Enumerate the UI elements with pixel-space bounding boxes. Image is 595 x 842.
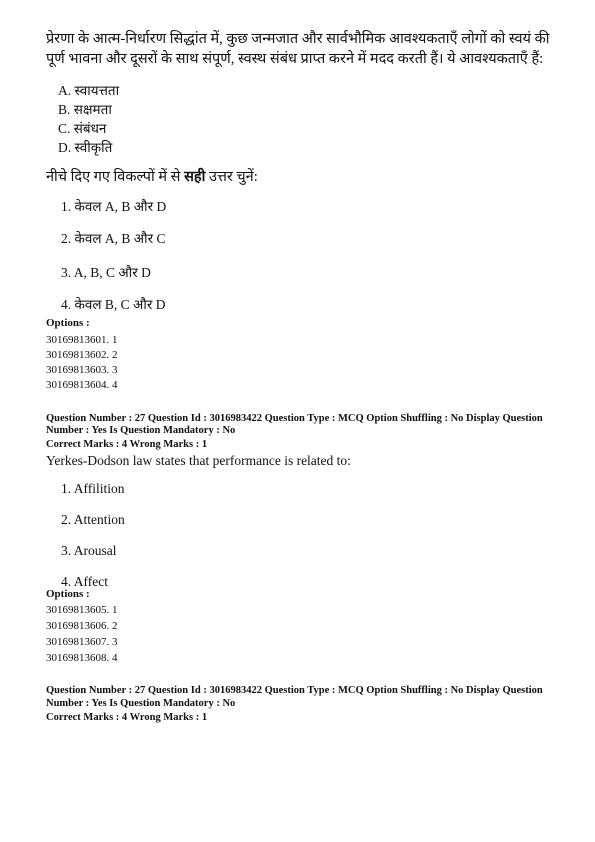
q1-choice-3: 3. A, B, C और D: [61, 265, 151, 280]
q2-meta-line-1: Question Number : 27 Question Id : 3016983422 Question Type : MCQ Option Shuffling : No Display Question: [46, 413, 543, 424]
instruction-bold: सही: [184, 169, 206, 185]
q2-meta-line-2: Number : Yes Is Question Mandatory : No: [46, 425, 236, 436]
q1-option-id-4: 30169813604. 4: [46, 379, 118, 391]
statement-c: C. संबंधन: [58, 121, 107, 136]
q1-option-id-3: 30169813603. 3: [46, 364, 118, 376]
question-1-text: प्रेरणा के आत्म-निर्धारण सिद्धांत में, कुछ जन्मजात और सार्वभौमिक आवश्यकताएँ लोगों को स्वयं की पूर्ण भावना और दूसरों के साथ संपूर्ण, स्वस्थ संबंध प्राप्त करने में मदद करती हैं। ये आवश्यकताएँ हैं:: [46, 31, 550, 67]
q1-choice-4: 4. केवल B, C और D: [61, 297, 166, 312]
statement-d: D. स्वीकृति: [58, 140, 113, 155]
q1-option-id-1: 30169813601. 1: [46, 334, 118, 346]
q2-choice-2: 2. Attention: [61, 512, 125, 527]
q2-option-id-1: 30169813605. 1: [46, 604, 118, 616]
q3-meta-line-1: Question Number : 27 Question Id : 3016983422 Question Type : MCQ Option Shuffling : No Display Question: [46, 685, 543, 696]
q2-option-id-4: 30169813608. 4: [46, 652, 118, 664]
q1-choice-1: 1. केवल A, B और D: [61, 199, 167, 214]
q2-choice-4: 4. Affect: [61, 574, 108, 589]
statement-a: A. स्वायत्तता: [58, 83, 120, 98]
q2-option-id-3: 30169813607. 3: [46, 636, 118, 648]
q3-meta-line-3: Correct Marks : 4 Wrong Marks : 1: [46, 712, 208, 723]
q1-option-id-2: 30169813602. 2: [46, 349, 118, 361]
instruction-pre: नीचे दिए गए विकल्पों में से: [46, 169, 185, 185]
instruction-post: उत्तर चुनें:: [205, 169, 258, 185]
q2-option-id-2: 30169813606. 2: [46, 620, 118, 632]
statement-b: B. सक्षमता: [58, 102, 112, 117]
q2-meta-line-3: Correct Marks : 4 Wrong Marks : 1: [46, 439, 208, 450]
question-1-instruction: [46, 166, 258, 186]
q2-choice-1: 1. Affilition: [61, 481, 125, 496]
q2-options-label: Options :: [46, 588, 90, 600]
q3-meta-line-2: Number : Yes Is Question Mandatory : No: [46, 698, 236, 709]
question-2-text: Yerkes-Dodson law states that performance is related to:: [46, 453, 351, 468]
q2-choice-3: 3. Arousal: [61, 543, 117, 558]
q1-options-label: Options :: [46, 317, 90, 329]
q1-choice-2: 2. केवल A, B और C: [61, 231, 166, 246]
